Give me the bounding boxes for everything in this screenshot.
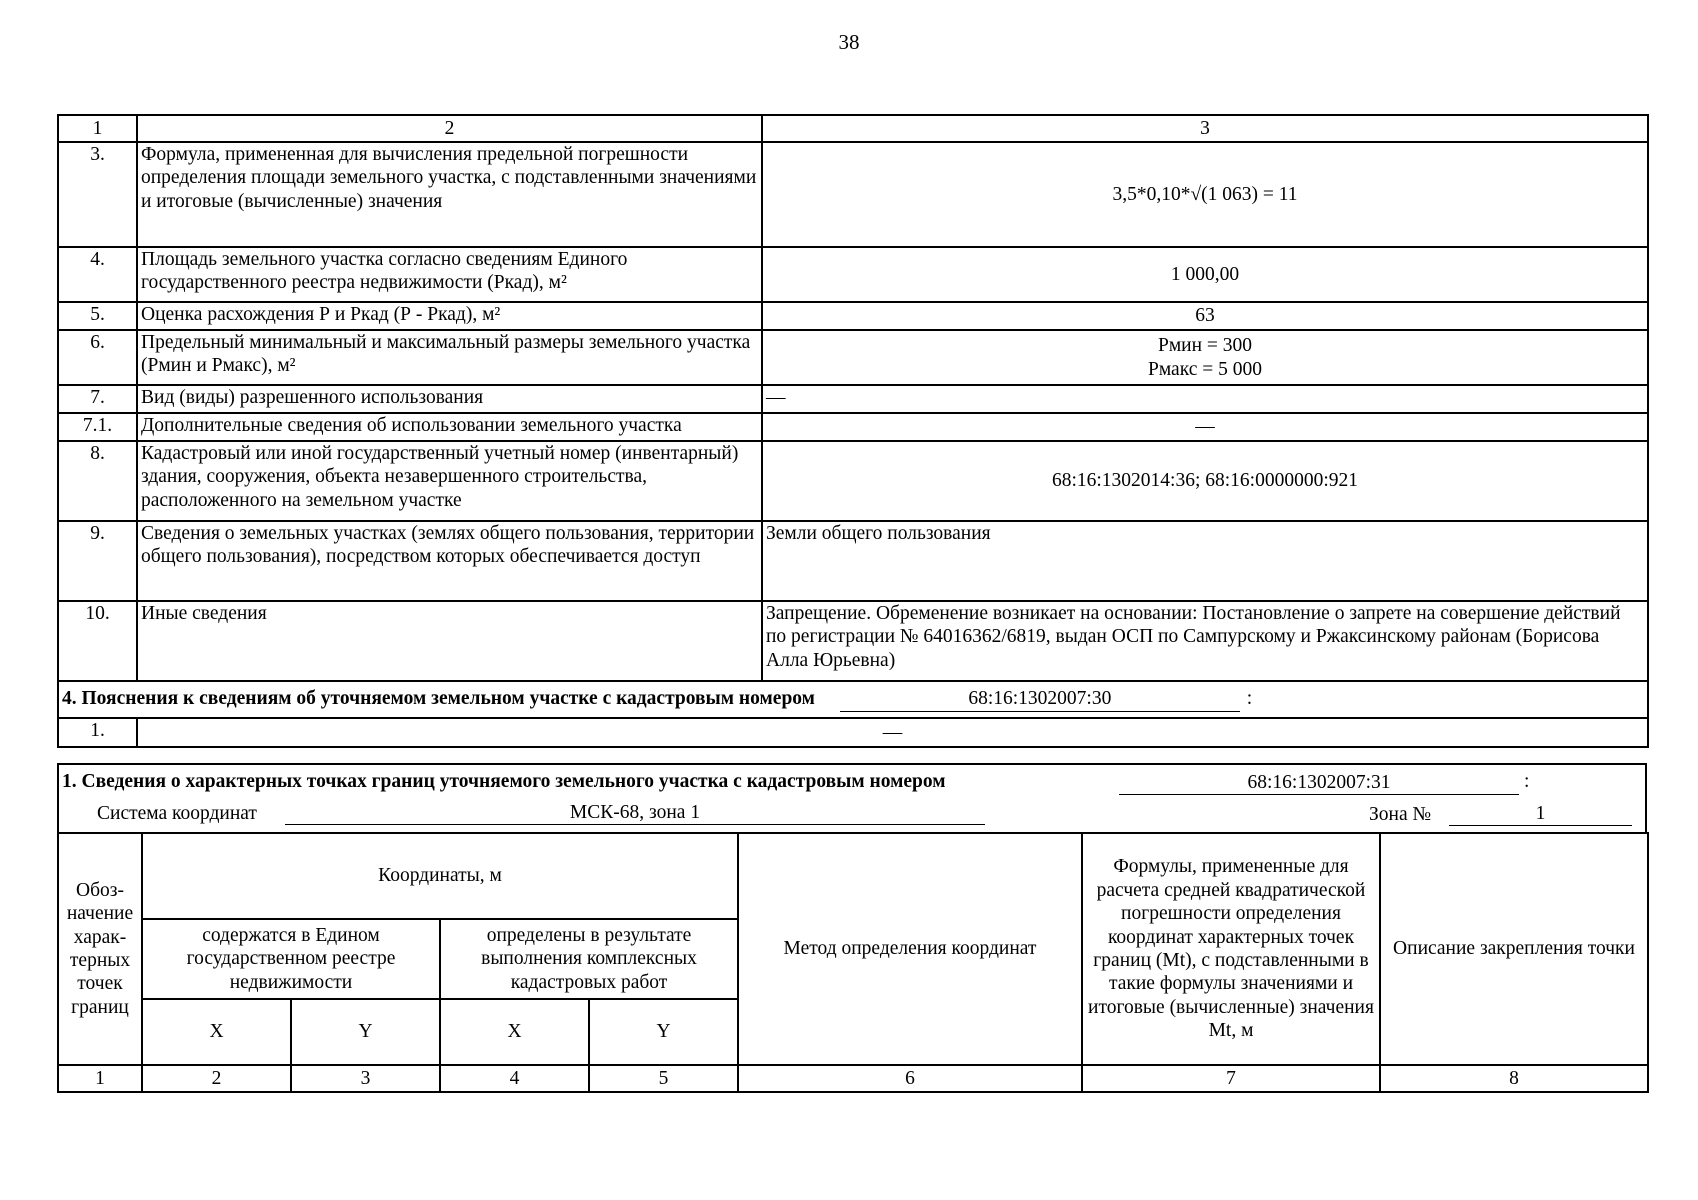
row-number: 4. — [58, 247, 137, 302]
section-4-title-row — [58, 681, 1648, 718]
row-number: 5. — [58, 302, 137, 330]
table-row — [58, 601, 1648, 681]
column-number-2: 2 — [137, 115, 762, 142]
table-header-row — [58, 115, 1648, 142]
cadastral-work-coordinates-header — [440, 919, 738, 999]
table-row — [58, 330, 1648, 385]
boundary-points-table — [57, 832, 1649, 1093]
row-number: 8. — [58, 441, 137, 521]
row-label: Кадастровый или иной государственный учетный номер (инвентарный) здания, сооружения, объекта незавершенного строительства, расположенного на земельном участке — [137, 441, 762, 521]
section-4-cadastral-number: 68:16:1302007:30 — [840, 688, 1240, 711]
column-number-1: 1 — [58, 115, 137, 142]
row-label: Оценка расхождения Р и Ркад (Р - Ркад), м² — [137, 302, 762, 330]
column-number: 6 — [738, 1065, 1082, 1092]
row-label: Иные сведения — [137, 601, 762, 681]
row-value: 68:16:1302014:36; 68:16:0000000:921 — [762, 441, 1648, 521]
cadwork-y-header: Y — [589, 999, 738, 1065]
row-value — [762, 330, 1648, 385]
column-number: 5 — [589, 1065, 738, 1092]
row-number: 10. — [58, 601, 137, 681]
max-area-value: Рмакс = 5 000 — [1148, 358, 1262, 380]
coordinates-header: Координаты, м — [142, 833, 738, 919]
coordinate-system-label: Система координат — [97, 803, 257, 824]
row-number: 9. — [58, 521, 137, 601]
column-number: 7 — [1082, 1065, 1380, 1092]
method-header: Метод определения координат — [738, 833, 1082, 1065]
row-number: 6. — [58, 330, 137, 385]
column-number: 3 — [291, 1065, 440, 1092]
column-number: 1 — [58, 1065, 142, 1092]
section-4-colon: : — [1246, 688, 1253, 710]
row-number: 1. — [58, 718, 137, 747]
table-row — [58, 521, 1648, 601]
row-number: 7. — [58, 385, 137, 413]
min-area-value: Рмин = 300 — [1157, 335, 1253, 357]
row-label: Предельный минимальный и максимальный размеры земельного участка (Рмин и Рмакс), м² — [137, 330, 762, 385]
row-value: — — [137, 718, 1648, 747]
column-numbers-row — [58, 1065, 1648, 1092]
section-1-colon: : — [1524, 771, 1530, 792]
point-designation-header: Обоз- начение харак- терных точек границ — [58, 833, 142, 1065]
page-number: 38 — [838, 30, 860, 54]
table-row — [58, 718, 1648, 747]
zone-value: 1 — [1449, 803, 1632, 826]
row-label: Дополнительные сведения об использовании земельного участка — [137, 413, 762, 441]
egrn-y-header: Y — [291, 999, 440, 1065]
row-number: 7.1. — [58, 413, 137, 441]
row-value: — — [762, 413, 1648, 441]
column-number-3: 3 — [762, 115, 1648, 142]
description-header: Описание закрепления точки — [1380, 833, 1648, 1065]
row-value: Земли общего пользования — [762, 521, 1648, 601]
formulas-header: Формулы, примененные для расчета средней квадратической погрешности определения координат характерных точек границ (Mt), с подставленными в такие формулы значениями и итоговые (вычисленные) значения Mt, м — [1082, 833, 1380, 1065]
land-plot-info-table — [57, 114, 1649, 748]
section-1-title: 1. Сведения о характерных точках границ уточняемого земельного участка с кадастровым номером — [62, 771, 946, 792]
row-value: Запрещение. Обременение возникает на основании: Постановление о запрете на совершение действий по регистрации № 64016362/6819, выдан ОСП по Сампурскому и Ржаксинскому районам (Борисова Алла Юрьевна) — [762, 601, 1648, 681]
table-row — [58, 413, 1648, 441]
cadastral-work-coordinates-label: определены в результате выполнения комплексных кадастровых работ — [481, 924, 697, 993]
row-label: Вид (виды) разрешенного использования — [137, 385, 762, 413]
column-number: 4 — [440, 1065, 589, 1092]
table-row — [58, 441, 1648, 521]
row-label: Площадь земельного участка согласно сведениям Единого государственного реестра недвижимости (Ркад), м² — [137, 247, 762, 302]
table-row — [58, 302, 1648, 330]
cadwork-x-header: X — [440, 999, 589, 1065]
row-number: 3. — [58, 142, 137, 247]
egrn-coordinates-header: содержатся в Едином государственном реестре недвижимости — [142, 919, 440, 999]
section-4-title: 4. Пояснения к сведениям об уточняемом земельном участке с кадастровым номером — [62, 688, 815, 710]
row-label: Формула, примененная для вычисления предельной погрешности определения площади земельного участка, с подставленными значениями и итоговые (вычисленные) значения — [137, 142, 762, 247]
row-value: 63 — [762, 302, 1648, 330]
coordinate-system-value: МСК-68, зона 1 — [285, 802, 985, 825]
table-row — [58, 142, 1648, 247]
row-value: 1 000,00 — [762, 247, 1648, 302]
row-label: Сведения о земельных участках (землях общего пользования, территории общего пользования), посредством которых обеспечивается доступ — [137, 521, 762, 601]
table-row — [58, 385, 1648, 413]
table-row — [58, 247, 1648, 302]
section-1-header — [57, 763, 1647, 832]
column-number: 8 — [1380, 1065, 1648, 1092]
row-value: 3,5*0,10*√(1 063) = 11 — [762, 142, 1648, 247]
section-1-cadastral-number: 68:16:1302007:31 — [1119, 772, 1519, 795]
row-value: — — [762, 385, 1648, 413]
egrn-x-header: X — [142, 999, 291, 1065]
column-number: 2 — [142, 1065, 291, 1092]
zone-label: Зона № — [1369, 804, 1432, 825]
